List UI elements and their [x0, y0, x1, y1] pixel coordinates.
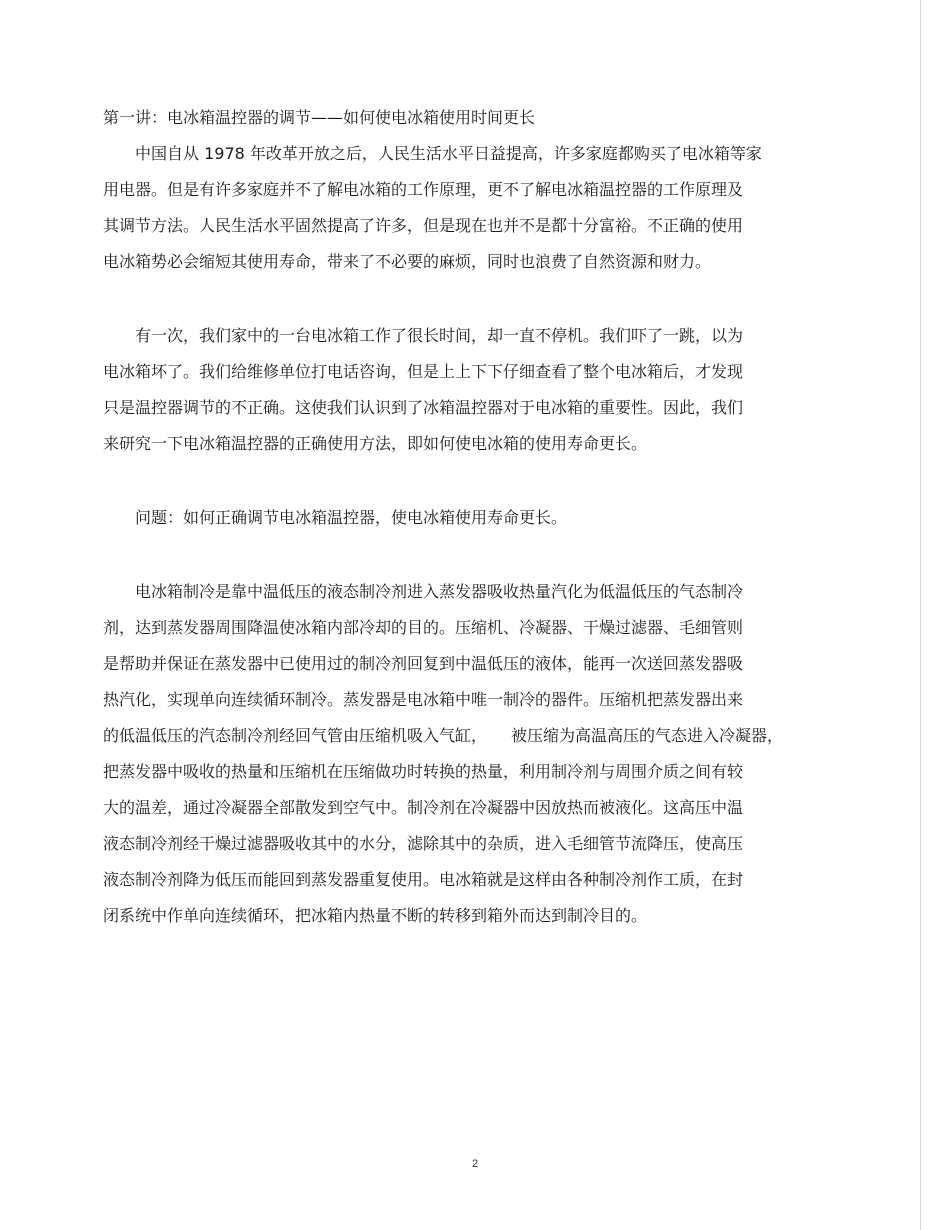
text-line: 大的温差，通过冷凝器全部散发到空气中。制冷剂在冷凝器中因放热而被液化。这高压中温 [103, 798, 744, 817]
text-line: 只是温控器调节的不正确。这使我们认识到了冰箱温控器对于电冰箱的重要性。因此，我们 [103, 398, 744, 417]
text-line: 是帮助并保证在蒸发器中已使用过的制冷剂回复到中温低压的液体，能再一次送回蒸发器吸 [103, 654, 744, 673]
text-line: 用电器。但是有许多家庭并不了解电冰箱的工作原理，更不了解电冰箱温控器的工作原理及 [103, 180, 744, 199]
document-title: 第一讲：电冰箱温控器的调节——如何使电冰箱使用时间更长 [103, 108, 536, 127]
text-line: 热汽化，实现单向连续循环制冷。蒸发器是电冰箱中唯一制冷的器件。压缩机把蒸发器出来 [103, 690, 744, 709]
text-line: 电冰箱坏了。我们给维修单位打电话咨询，但是上上下下仔细查看了整个电冰箱后，才发现 [103, 362, 744, 381]
text-line: 液态制冷剂经干燥过滤器吸收其中的水分，滤除其中的杂质，进入毛细管节流降压，使高压 [103, 834, 744, 853]
paragraph-spacer [103, 540, 843, 578]
text-line: 液态制冷剂降为低压而能回到蒸发器重复使用。电冰箱就是这样由各种制冷剂作工质，在封 [103, 870, 744, 889]
text-line: 闭系统中作单向连续循环，把冰箱内热量不断的转移到箱外而达到制冷目的。 [103, 906, 648, 925]
text-line: 来研究一下电冰箱温控器的正确使用方法，即如何使电冰箱的使用寿命更长。 [103, 434, 648, 453]
text-line: 中国自从 1978 年改革开放之后，人民生活水平日益提高，许多家庭都购买了电冰箱等家 [103, 144, 762, 163]
paragraph-question [103, 504, 843, 540]
text-line: 电冰箱势必会缩短其使用寿命，带来了不必要的麻烦，同时也浪费了自然资源和财力。 [103, 252, 712, 271]
paragraph-spacer [103, 466, 843, 504]
paragraph-intro [103, 140, 843, 284]
question-line: 问题：如何正确调节电冰箱温控器，使电冰箱使用寿命更长。 [103, 508, 568, 527]
text-line: 有一次，我们家中的一台电冰箱工作了很长时间，却一直不停机。我们吓了一跳，以为 [103, 326, 744, 345]
text-line: 的低温低压的汽态制冷剂经回气管由压缩机吸入气缸， 被压缩为高温高压的气态进入冷凝器， [103, 726, 784, 745]
text-line: 电冰箱制冷是靠中温低压的液态制冷剂进入蒸发器吸收热量汽化为低温低压的气态制冷 [103, 582, 744, 601]
paragraph-spacer [103, 284, 843, 322]
text-line: 把蒸发器中吸收的热量和压缩机在压缩做功时转换的热量，利用制冷剂与周围介质之间有较 [103, 762, 744, 781]
paragraph-principle [103, 578, 843, 938]
document-body [103, 104, 843, 938]
page-edge [920, 0, 921, 1230]
text-line: 其调节方法。人民生活水平固然提高了许多，但是现在也并不是都十分富裕。不正确的使用 [103, 216, 744, 235]
page-number: 2 [471, 1158, 479, 1170]
paragraph-story [103, 322, 843, 466]
text-line: 剂，达到蒸发器周围降温使冰箱内部冷却的目的。压缩机、冷凝器、干燥过滤器、毛细管则 [103, 618, 744, 637]
